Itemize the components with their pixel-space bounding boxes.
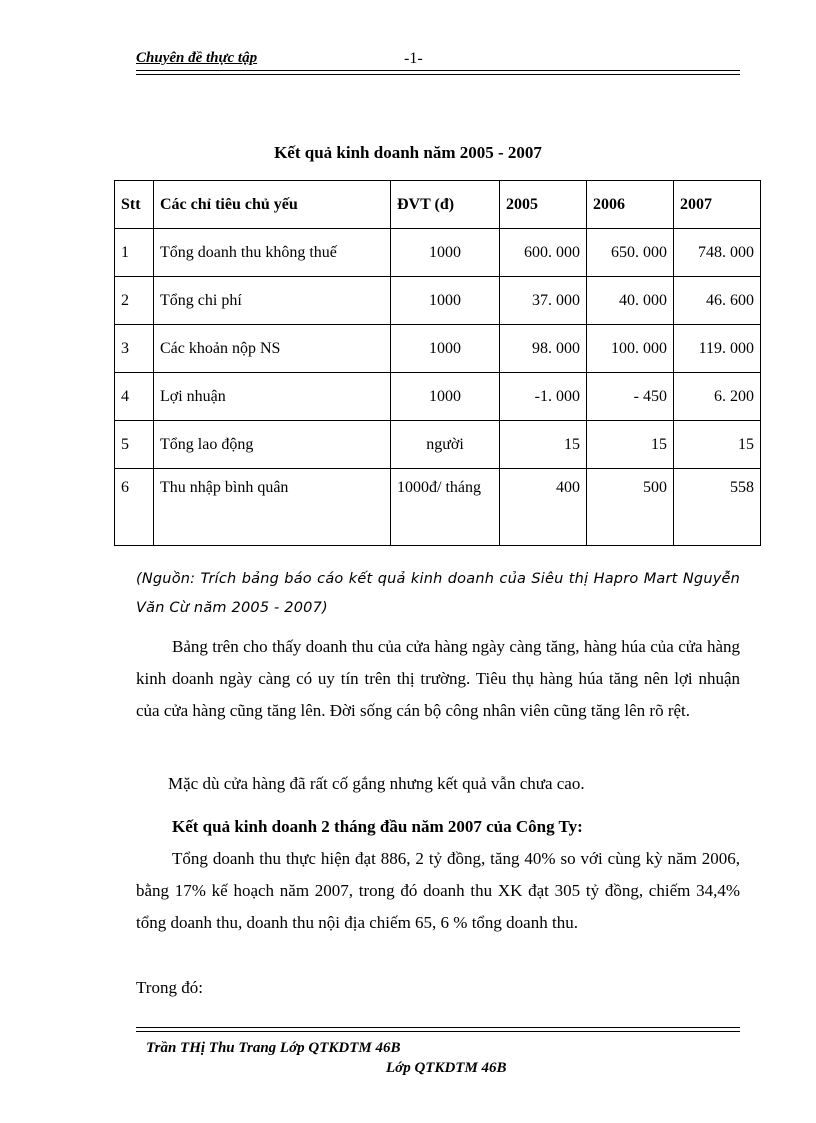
cell-2007: 6. 200 <box>674 373 761 421</box>
cell-indicator: Các khoản nộp NS <box>154 325 391 373</box>
footer-class: Lớp QTKDTM 46B <box>386 1060 507 1076</box>
header-title: Chuyên đề thực tập <box>136 50 258 66</box>
cell-unit: 1000 <box>391 373 500 421</box>
cell-2005: 400 <box>500 469 587 546</box>
table-row <box>115 373 761 421</box>
table-source-note: (Nguồn: Trích bảng báo cáo kết quả kinh doanh của Siêu thị Hapro Mart Nguyễn Văn Cừ năm 2005 - 2007) <box>136 571 740 616</box>
cell-2006: 650. 000 <box>587 229 674 277</box>
cell-stt: 6 <box>115 469 154 546</box>
cell-stt: 2 <box>115 277 154 325</box>
col-header-unit: ĐVT (đ) <box>391 181 500 229</box>
table-row <box>115 325 761 373</box>
cell-stt: 1 <box>115 229 154 277</box>
cell-2006: 500 <box>587 469 674 546</box>
col-header-2005: 2005 <box>500 181 587 229</box>
cell-indicator: Thu nhập bình quân <box>154 469 391 546</box>
section-heading: Kết quả kinh doanh 2 tháng đầu năm 2007 của Công Ty: <box>172 817 583 836</box>
footer-rule <box>136 1027 740 1032</box>
cell-2006: - 450 <box>587 373 674 421</box>
cell-unit: 1000 <box>391 277 500 325</box>
col-header-2006: 2006 <box>587 181 674 229</box>
cell-unit: 1000đ/ tháng <box>391 469 500 546</box>
cell-2005: -1. 000 <box>500 373 587 421</box>
cell-2007: 558 <box>674 469 761 546</box>
cell-indicator: Lợi nhuận <box>154 373 391 421</box>
cell-2007: 15 <box>674 421 761 469</box>
cell-2007: 119. 000 <box>674 325 761 373</box>
paragraph-effort: Mặc dù cửa hàng đã rất cố gắng nhưng kết quả vẫn chưa cao. <box>168 774 585 793</box>
table-title: Kết quả kinh doanh năm 2005 - 2007 <box>274 143 542 162</box>
footer-author: Trần THị Thu Trang Lớp QTKDTM 46B <box>146 1040 401 1056</box>
col-header-stt: Stt <box>115 181 154 229</box>
cell-stt: 5 <box>115 421 154 469</box>
cell-stt: 3 <box>115 325 154 373</box>
paragraph-revenue: Tổng doanh thu thực hiện đạt 886, 2 tỷ đồng, tăng 40% so với cùng kỳ năm 2006, bằng 17% kế hoạch năm 2007, trong đó doanh thu XK đạt 305 tỷ đồng, chiếm 34,4% tổng doanh thu, doanh thu nội địa chiếm 65, 6 % tổng doanh thu. <box>136 849 740 932</box>
cell-indicator: Tổng chi phí <box>154 277 391 325</box>
table-row <box>115 277 761 325</box>
table-header-row <box>115 181 761 229</box>
cell-2005: 98. 000 <box>500 325 587 373</box>
table-row <box>115 229 761 277</box>
cell-unit: người <box>391 421 500 469</box>
cell-unit: 1000 <box>391 229 500 277</box>
page-footer <box>146 1038 746 1078</box>
cell-2006: 100. 000 <box>587 325 674 373</box>
paragraph-analysis: Bảng trên cho thấy doanh thu của cửa hàng ngày càng tăng, hàng húa của cửa hàng kinh doanh ngày càng có uy tín trên thị trường. Tiêu thụ hàng húa tăng nên lợi nhuận của cửa hàng cũng tăng lên. Đời sống cán bộ công nhân viên cũng tăng lên rõ rệt. <box>136 637 740 720</box>
cell-unit: 1000 <box>391 325 500 373</box>
cell-2006: 40. 000 <box>587 277 674 325</box>
cell-2005: 15 <box>500 421 587 469</box>
cell-2007: 46. 600 <box>674 277 761 325</box>
cell-indicator: Tổng lao động <box>154 421 391 469</box>
header-rule <box>136 70 740 75</box>
col-header-2007: 2007 <box>674 181 761 229</box>
cell-2005: 600. 000 <box>500 229 587 277</box>
cell-2006: 15 <box>587 421 674 469</box>
cell-indicator: Tổng doanh thu không thuế <box>154 229 391 277</box>
page-number: -1- <box>404 50 423 67</box>
col-header-indicator: Các chỉ tiêu chủ yếu <box>154 181 391 229</box>
table-row <box>115 421 761 469</box>
cell-2007: 748. 000 <box>674 229 761 277</box>
paragraph-trong-do: Trong đó: <box>136 978 203 997</box>
cell-stt: 4 <box>115 373 154 421</box>
cell-2005: 37. 000 <box>500 277 587 325</box>
results-table <box>114 180 761 546</box>
table-row <box>115 469 761 546</box>
